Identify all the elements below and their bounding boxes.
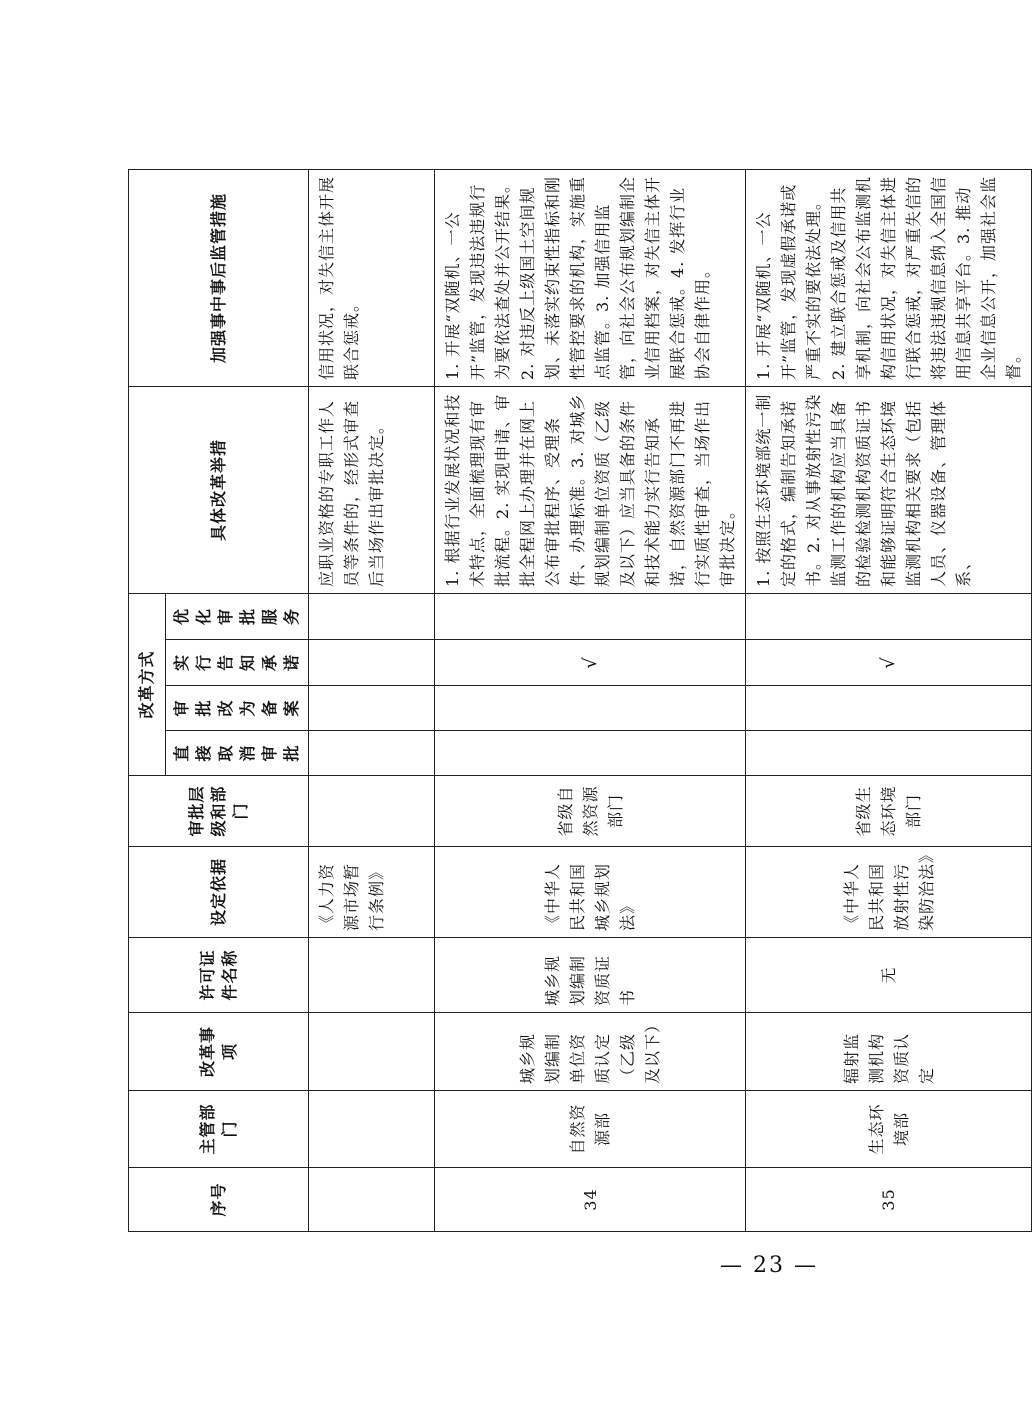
- cell-mode-record: [435, 686, 746, 731]
- cell-mode-record: [746, 686, 1032, 731]
- cell-item: [309, 1013, 435, 1091]
- cell-dept: 自然资源部: [435, 1091, 746, 1168]
- cell-dept: [309, 1091, 435, 1168]
- cell-mode-cancel: [435, 731, 746, 776]
- cell-item: 辐射监测机构资质认定: [746, 1013, 1032, 1091]
- cell-license: 城乡规划编制资质证书: [435, 938, 746, 1013]
- cell-measures: 应职业资格的专职工作人员等条件的，经形式审查后当场作出审批决定。: [309, 386, 435, 593]
- cell-supervision: 1. 开展“双随机、一公开”监管，发现虚假承诺或严重不实的要依法处理。2. 建立联合惩戒及信用共享机制，向社会公布监测机构信用状况，对失信主体进行联合惩戒，对严重失信的将违法违规信息纳入全国信用信息共享平台。3. 推动企业信息公开，加强社会监督。: [746, 169, 1032, 386]
- cell-basis: 《人力资源市场暂行条例》: [309, 847, 435, 938]
- header-level: 审批层级和部门: [129, 776, 309, 847]
- header-basis: 设定依据: [129, 847, 309, 938]
- cell-mode-record: [309, 686, 435, 731]
- cell-mode-optimize: [435, 593, 746, 639]
- header-mode-optimize: 优化审批服务: [166, 593, 309, 639]
- header-dept: 主管部门: [129, 1091, 309, 1168]
- cell-mode-notify: √: [435, 640, 746, 686]
- cell-dept: 生态环境部: [746, 1091, 1032, 1168]
- header-license: 许可证件名称: [129, 938, 309, 1013]
- cell-item: 城乡规划编制单位资质认定（乙级及以下）: [435, 1013, 746, 1091]
- cell-basis: 《中华人民共和国城乡规划法》: [435, 847, 746, 938]
- header-mode: 改革方式: [129, 593, 166, 775]
- cell-seq: 34: [435, 1168, 746, 1232]
- cell-mode-notify: √: [746, 640, 1032, 686]
- cell-measures: 1. 按照生态环境部统一制定的格式，编制告知承诺书。2. 对从事放射性污染监测工作的机构应当具备的检验检测机构资质证书和能够证明符合生态环境监测机构相关要求（包括人员、仪器设备、管理体系、: [746, 386, 1032, 593]
- cell-supervision: 1. 开展“双随机、一公开”监管，发现违法违规行为要依法查处并公开结果。2. 对违反上级国土空间规划、未落实约束性指标和刚性管控要求的机构，实施重点监管。3. 加强信用监管，向社会公布规划编制企业信用档案，对失信主体开展联合惩戒。4. 发挥行业协会自律作用。: [435, 169, 746, 386]
- header-item: 改革事项: [129, 1013, 309, 1091]
- header-mode-notify: 实行告知承诺: [166, 640, 309, 686]
- cell-seq: [309, 1168, 435, 1232]
- reform-table-frame: [128, 170, 1023, 1232]
- table-row: [746, 169, 1032, 1231]
- header-measures: 具体改革举措: [129, 386, 309, 593]
- header-mode-record: 审批改为备案: [166, 686, 309, 731]
- cell-level: [309, 776, 435, 847]
- header-mode-cancel: 直接取消审批: [166, 731, 309, 776]
- page-number: — 23 —: [720, 1253, 818, 1278]
- reform-table: [128, 169, 1032, 1232]
- cell-mode-cancel: [746, 731, 1032, 776]
- cell-basis: 《中华人民共和国放射性污染防治法》: [746, 847, 1032, 938]
- rotated-table-container: [128, 170, 1023, 1232]
- cell-level: 省级生态环境部门: [746, 776, 1032, 847]
- cell-level: 省级自然资源部门: [435, 776, 746, 847]
- cell-mode-optimize: [309, 593, 435, 639]
- cell-mode-cancel: [309, 731, 435, 776]
- table-row: [309, 169, 435, 1231]
- header-row-1: [129, 169, 166, 1231]
- cell-supervision: 信用状况，对失信主体开展联合惩戒。: [309, 169, 435, 386]
- cell-mode-optimize: [746, 593, 1032, 639]
- cell-license: 无: [746, 938, 1032, 1013]
- table-row: [435, 169, 746, 1231]
- cell-measures: 1. 根据行业发展状况和技术特点，全面梳理现有审批流程。2. 实现申请、审批全程网上办理并在网上公布审批程序、受理条件、办理标准。3. 对城乡规划编制单位资质（乙级及以下）应当具备的条件和技术能力实行告知承诺，自然资源部门不再进行实质性审查，当场作出审批决定。: [435, 386, 746, 593]
- header-supervision: 加强事中事后监管措施: [129, 169, 309, 386]
- cell-seq: 35: [746, 1168, 1032, 1232]
- cell-license: [309, 938, 435, 1013]
- header-seq: 序号: [129, 1168, 309, 1232]
- cell-mode-notify: [309, 640, 435, 686]
